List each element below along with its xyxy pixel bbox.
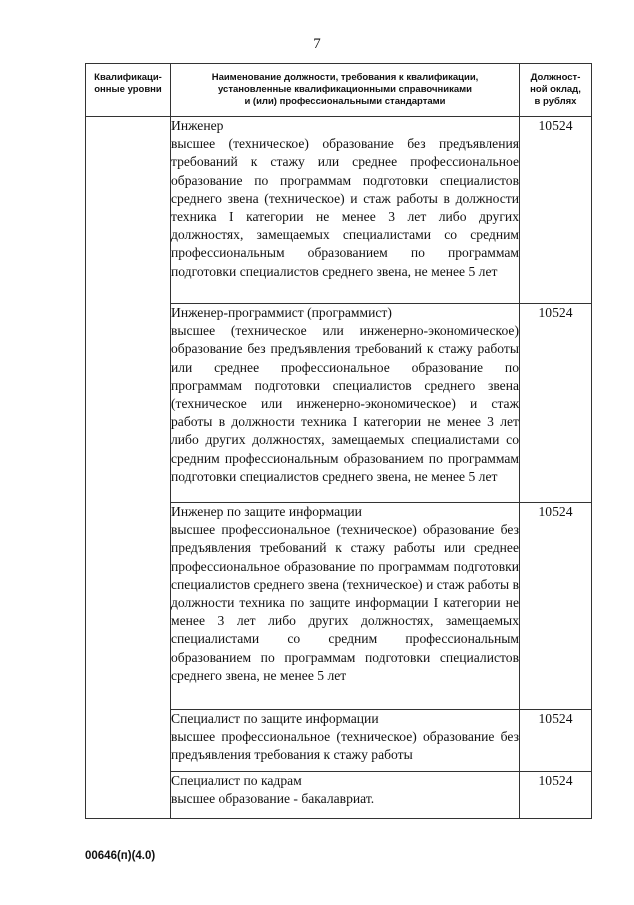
position-cell bbox=[171, 772, 520, 819]
position-title: Инженер bbox=[171, 118, 224, 133]
position-requirements: высшее профессиональное (техническое) образование без предъявления требования к стажу работы bbox=[171, 729, 519, 763]
page-number: 7 bbox=[313, 36, 321, 52]
position-title: Специалист по защите информации bbox=[171, 711, 379, 726]
header-position-requirements: Наименование должности, требования к квалификации, установленные квалификационными справочниками и (или) профессиональными стандартами bbox=[171, 64, 520, 117]
salary-value: 10524 bbox=[520, 710, 592, 772]
position-cell bbox=[171, 710, 520, 772]
table-row bbox=[86, 117, 592, 304]
position-cell bbox=[171, 503, 520, 710]
document-code: 00646(п)(4.0) bbox=[85, 850, 156, 862]
position-title: Инженер-программист (программист) bbox=[171, 305, 392, 320]
position-requirements: высшее (техническое) образование без предъявления требований к стажу или среднее профессиональное образование по программам подготовки специалистов среднего звена (техническое) и стаж работы в должности техника I категории не менее 3 лет либо других должностях, замещаемых специалистами со средним профессиональным образованием по программам подготовки специалистов среднего звена, не менее 5 лет bbox=[171, 136, 519, 279]
header-qualification-level: Квалификаци- онные уровни bbox=[86, 64, 171, 117]
salary-value: 10524 bbox=[520, 503, 592, 710]
salary-value: 10524 bbox=[520, 117, 592, 304]
table-header-row bbox=[86, 64, 592, 117]
position-title: Инженер по защите информации bbox=[171, 504, 362, 519]
position-cell bbox=[171, 304, 520, 503]
header-salary: Должност- ной оклад, в рублях bbox=[520, 64, 592, 117]
qualification-level-cell bbox=[86, 117, 171, 819]
qualification-table bbox=[85, 63, 592, 819]
position-requirements: высшее образование - бакалавриат. bbox=[171, 791, 375, 807]
position-title: Специалист по кадрам bbox=[171, 773, 302, 788]
salary-value: 10524 bbox=[520, 772, 592, 819]
salary-value: 10524 bbox=[520, 304, 592, 503]
position-requirements: высшее (техническое или инженерно-экономическое) образование без предъявления требований к стажу работы или среднее профессиональное образование по программам подготовки специалистов среднего звена (техническое или инженерно-экономическое) и стаж работы в должности техника I категории не менее 3 лет либо других должностях, замещаемых специалистами со средним профессиональным образованием по программам подготовки специалистов среднего звена, не менее 5 лет bbox=[171, 323, 519, 484]
position-requirements: высшее профессиональное (техническое) образование без предъявления требований к стажу работы или среднее профессиональное образование по программам подготовки специалистов среднего звена (техническое) и стаж работы в должности техника по защите информации I категории не менее 3 лет либо других должностях, замещаемых специалистами со средним профессиональным образованием по программам подготовки специалистов среднего звена, не менее 5 лет bbox=[171, 522, 519, 683]
position-cell bbox=[171, 117, 520, 304]
